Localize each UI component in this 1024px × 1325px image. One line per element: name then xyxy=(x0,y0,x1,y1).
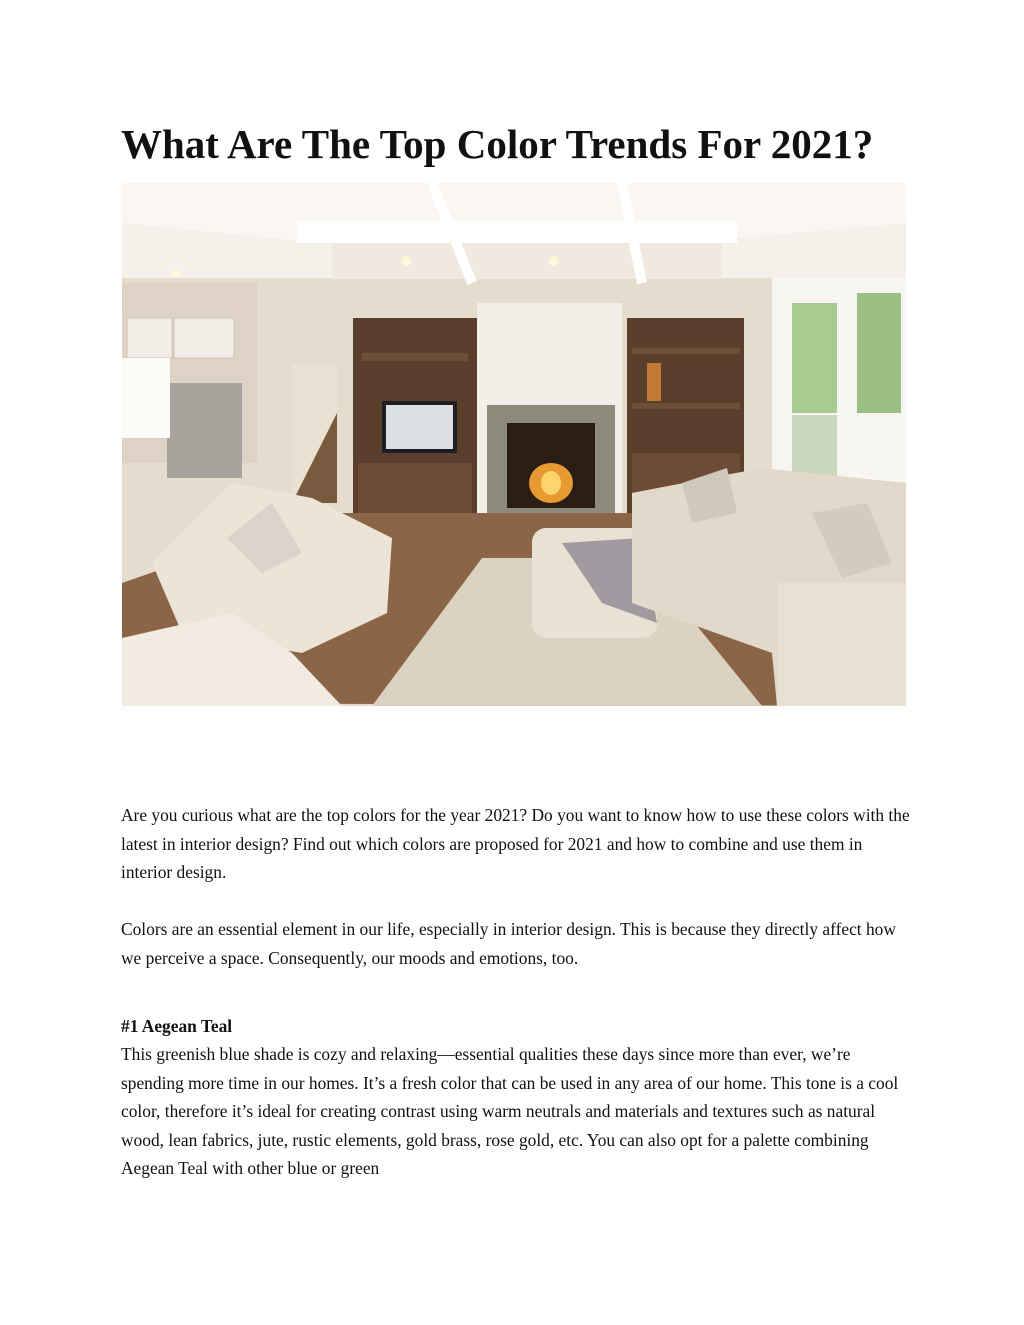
aegean-teal-paragraph: This greenish blue shade is cozy and relaxing—essential qualities these days since more than ever, we’re spending more time in our homes. It’s a fresh color that can be used in any area of our home. This tone is a cool color, therefore it’s ideal for creating contrast using warm neutrals and materials and textures such as natural wood, lean fabrics, jute, rustic elements, gold brass, rose gold, etc. You can also opt for a palette combining Aegean Teal with other blue or green xyxy=(121,1044,899,1178)
living-room-photo xyxy=(122,183,906,706)
intro-paragraph: Are you curious what are the top colors for the year 2021? Do you want to know how to use these colors with the latest in interior design? Find out which colors are proposed for 2021 and how to combine and use them in interior design. xyxy=(121,805,910,882)
page-title: What Are The Top Color Trends For 2021? xyxy=(121,121,874,167)
section-heading-aegean-teal: #1 Aegean Teal xyxy=(121,1016,233,1036)
colors-paragraph: Colors are an essential element in our life, especially in interior design. This is because they directly affect how we perceive a space. Consequently, our moods and emotions, too. xyxy=(121,919,896,968)
